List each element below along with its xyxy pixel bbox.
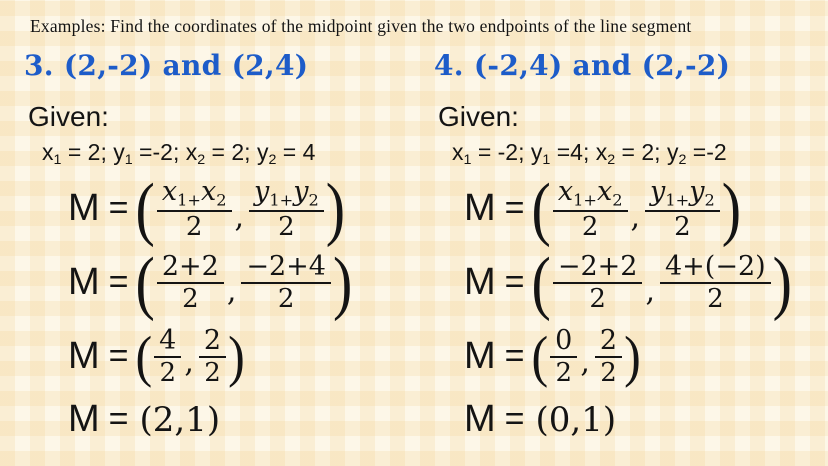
fraction-numerator: y1+y2 [249, 177, 324, 212]
problem-heading-4: 4. (-2,4) and (2,-2) [434, 49, 731, 82]
equation-row-formula [68, 168, 428, 248]
fraction-y [645, 177, 720, 241]
midpoint-symbol: M [68, 187, 100, 230]
fraction-denominator: 2 [600, 358, 617, 389]
fraction-numerator: 4+(−2) [660, 252, 771, 284]
var-sub: 1 [542, 151, 551, 168]
fraction-denominator: 2 [581, 211, 599, 242]
fraction-numerator: −2+4 [241, 252, 331, 284]
var-sub: 1 [53, 151, 62, 168]
var-value: =-2 [686, 138, 727, 165]
comma-separator: , [184, 344, 194, 380]
fraction-x [553, 252, 643, 314]
fraction-denominator: 2 [277, 284, 295, 315]
fraction-x [154, 326, 181, 388]
equals-sign: = [108, 400, 129, 439]
fraction-denominator: 2 [707, 284, 724, 315]
var-sub: 2 [197, 151, 206, 168]
fraction-numerator: 4 [154, 326, 181, 358]
var-base: y [256, 138, 269, 165]
close-paren: ) [772, 242, 792, 322]
midpoint-symbol: M [68, 261, 100, 304]
equation-row-result [68, 398, 428, 442]
fraction-numerator: x1+x2 [157, 177, 232, 212]
equals-sign: = [504, 337, 525, 376]
midpoint-symbol: M [464, 335, 496, 378]
fraction-numerator: 2+2 [157, 252, 224, 284]
fraction-y [660, 252, 771, 314]
problem-column-3 [24, 48, 428, 442]
fraction-numerator: −2+2 [553, 252, 643, 284]
var-base: y [666, 138, 679, 165]
given-values [452, 139, 828, 169]
var-value: = 4 [276, 138, 316, 165]
fraction-x [157, 252, 224, 314]
equals-sign: = [504, 400, 525, 439]
comma-separator: , [630, 199, 641, 235]
fraction-y [249, 177, 324, 241]
var-base: x [185, 138, 198, 165]
var-base: x [595, 138, 608, 165]
var-sub: 2 [607, 151, 616, 168]
fraction-numerator: 2 [595, 326, 622, 358]
comma-separator: , [226, 273, 237, 309]
comma-separator: , [645, 273, 655, 309]
fraction-denominator: 2 [182, 284, 199, 315]
fraction-x [550, 326, 577, 388]
equation-row-simplify [464, 326, 828, 388]
var-base: x [42, 138, 54, 165]
var-value: = 2; [205, 138, 257, 165]
fraction-y [241, 252, 331, 314]
equation-row-formula [464, 168, 828, 248]
equation-row-substitute [68, 242, 428, 322]
fraction-denominator: 2 [159, 358, 177, 389]
equation-row-result [464, 398, 828, 442]
close-paren: ) [228, 324, 245, 389]
open-paren: ( [531, 168, 551, 248]
given-values [42, 139, 428, 169]
var-value: =-2; [132, 138, 186, 165]
comma-separator: , [234, 199, 245, 235]
equation-steps [68, 168, 428, 442]
given-label: Given: [438, 101, 519, 132]
midpoint-symbol: M [464, 187, 496, 230]
equation-steps [464, 168, 828, 442]
var-base: x [452, 138, 464, 165]
midpoint-symbol: M [68, 335, 100, 378]
equals-sign: = [108, 263, 129, 302]
result-value: (0,1) [535, 399, 617, 440]
var-value: = 2; [615, 138, 667, 165]
close-paren: ) [332, 242, 353, 322]
var-base: y [113, 138, 125, 165]
fraction-numerator: x1+x2 [553, 177, 628, 212]
close-paren: ) [325, 168, 346, 248]
open-paren: ( [531, 324, 549, 389]
fraction-denominator: 2 [278, 211, 295, 242]
fraction-numerator: y1+y2 [645, 177, 720, 212]
var-sub: 2 [268, 151, 277, 168]
fraction-numerator: 2 [199, 326, 226, 358]
open-paren: ( [135, 168, 155, 248]
equals-sign: = [108, 337, 129, 376]
var-value: = 2; [61, 138, 114, 165]
equals-sign: = [108, 189, 129, 228]
var-sub: 2 [678, 151, 687, 168]
open-paren: ( [135, 242, 155, 322]
open-paren: ( [135, 324, 153, 389]
equation-row-simplify [68, 326, 428, 388]
problem-heading-3: 3. (2,-2) and (2,4) [24, 49, 309, 82]
equals-sign: = [504, 189, 525, 228]
fraction-numerator: 0 [550, 326, 577, 358]
fraction-denominator: 2 [555, 358, 573, 389]
equation-row-substitute [464, 242, 828, 322]
var-base: y [530, 138, 543, 165]
fraction-denominator: 2 [204, 358, 221, 389]
fraction-x [553, 177, 628, 241]
var-value: =4; [550, 138, 596, 165]
given-label: Given: [28, 101, 109, 132]
fraction-y [595, 326, 622, 388]
equals-sign: = [504, 263, 525, 302]
fraction-denominator: 2 [674, 211, 691, 242]
midpoint-symbol: M [464, 261, 496, 304]
close-paren: ) [624, 324, 641, 389]
slide-title: Examples: Find the coordinates of the midpoint given the two endpoints of the line segment [30, 16, 692, 36]
fraction-y [199, 326, 226, 388]
midpoint-symbol: M [464, 398, 496, 441]
problem-column-4 [434, 48, 828, 442]
midpoint-symbol: M [68, 398, 100, 441]
var-sub: 1 [124, 151, 133, 168]
close-paren: ) [721, 168, 742, 248]
comma-separator: , [580, 344, 590, 380]
result-value: (2,1) [139, 399, 221, 440]
var-sub: 1 [463, 151, 472, 168]
open-paren: ( [531, 242, 551, 322]
fraction-x [157, 177, 232, 241]
fraction-denominator: 2 [589, 284, 606, 315]
fraction-denominator: 2 [185, 211, 203, 242]
var-value: = -2; [471, 138, 531, 165]
